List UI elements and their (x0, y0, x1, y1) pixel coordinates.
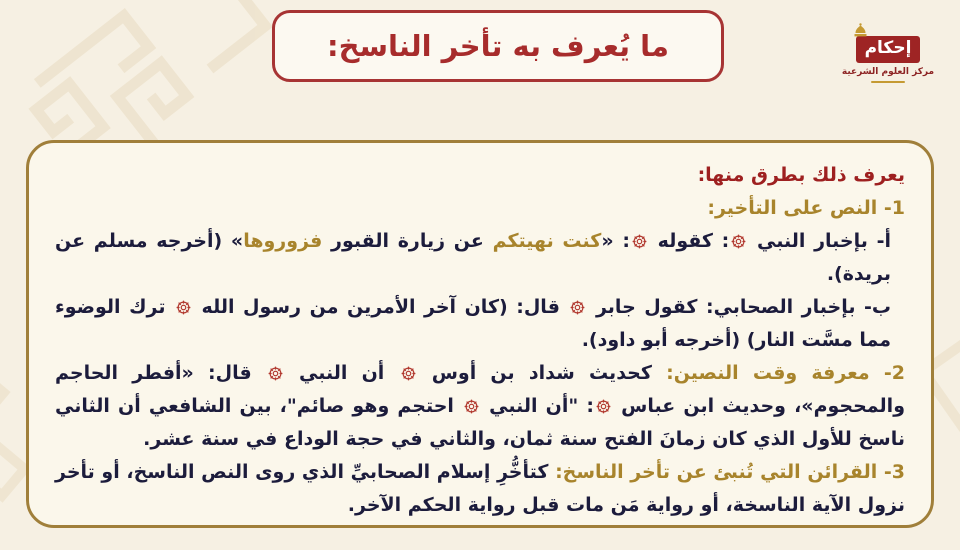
saw-honorific-icon (731, 234, 746, 249)
method-1-heading (55, 192, 905, 225)
text-segment: قال: «أفطر الحاجم والمحجوم»، وحديث ابن عباس (55, 362, 906, 417)
text-segment: : « (601, 230, 630, 252)
text-segment: أ- بإخبار النبي (748, 230, 892, 252)
mosque-dome-icon (852, 23, 869, 38)
ra-honorific-icon (596, 399, 611, 414)
text-segment: ب- بإخبار الصحابي: كقول جابر (587, 296, 891, 318)
content-box (26, 140, 934, 528)
text-segment: : كقوله (648, 230, 730, 252)
text-segment: فزوروها (243, 230, 323, 252)
saw-honorific-icon (464, 399, 479, 414)
text-segment: احتجم وهو صائم"، بين الشافعي أن الثاني ناسخ للأول الذي كان زمانَ الفتح سنة ثمان، والثاني في حجة الوداع في سنة عشر. (55, 395, 905, 450)
logo-tagline-ornament (871, 81, 905, 83)
text-segment: قال: (كان آخر الأمرين من رسول الله (193, 296, 569, 318)
logo-badge-wrap (856, 36, 921, 63)
method-1-item-a (55, 225, 905, 291)
intro-line (55, 159, 905, 192)
saw-honorific-icon (176, 300, 191, 315)
text-segment: عن زيارة القبور (322, 230, 493, 252)
text-segment: كحديث شداد بن أوس (417, 362, 667, 384)
text-segment: 3- القرائن التي تُنبئ عن تأخر الناسخ: (555, 461, 905, 483)
ra-honorific-icon (401, 366, 416, 381)
logo-wordmark: إحكام (856, 36, 921, 63)
page-title: ما يُعرف به تأخر الناسخ: (327, 29, 669, 63)
content-paragraphs (55, 159, 905, 522)
logo (838, 26, 938, 83)
text-segment: 2- معرفة وقت النصين: (666, 362, 905, 384)
method-3 (55, 456, 905, 522)
text-segment: » (أخرجه مسلم عن بريدة). (55, 230, 891, 285)
text-segment: أن النبي (284, 362, 399, 384)
text-segment: : "أن النبي (481, 395, 595, 417)
saw-honorific-icon (268, 366, 283, 381)
text-segment: كنت نهيتكم (492, 230, 602, 252)
text-segment: ترك الوضوء مما مسَّت النار) (أخرجه أبو داود). (55, 296, 891, 351)
method-1-item-b (55, 291, 905, 357)
saw-honorific-icon (632, 234, 647, 249)
logo-tagline: مركز العلوم الشرعية (841, 67, 935, 78)
title-box (272, 10, 724, 82)
text-segment: يعرف ذلك بطرق منها: (697, 164, 905, 186)
text-segment: كتأخُّرِ إسلام الصحابيِّ الذي روى النص الناسخ، أو تأخر نزول الآية الناسخة، أو رواية مَن مات قبل رواية الحكم الآخر. (55, 461, 905, 516)
text-segment: 1- النص على التأخير: (707, 197, 905, 219)
ra-honorific-icon (570, 300, 585, 315)
method-2 (55, 357, 905, 456)
